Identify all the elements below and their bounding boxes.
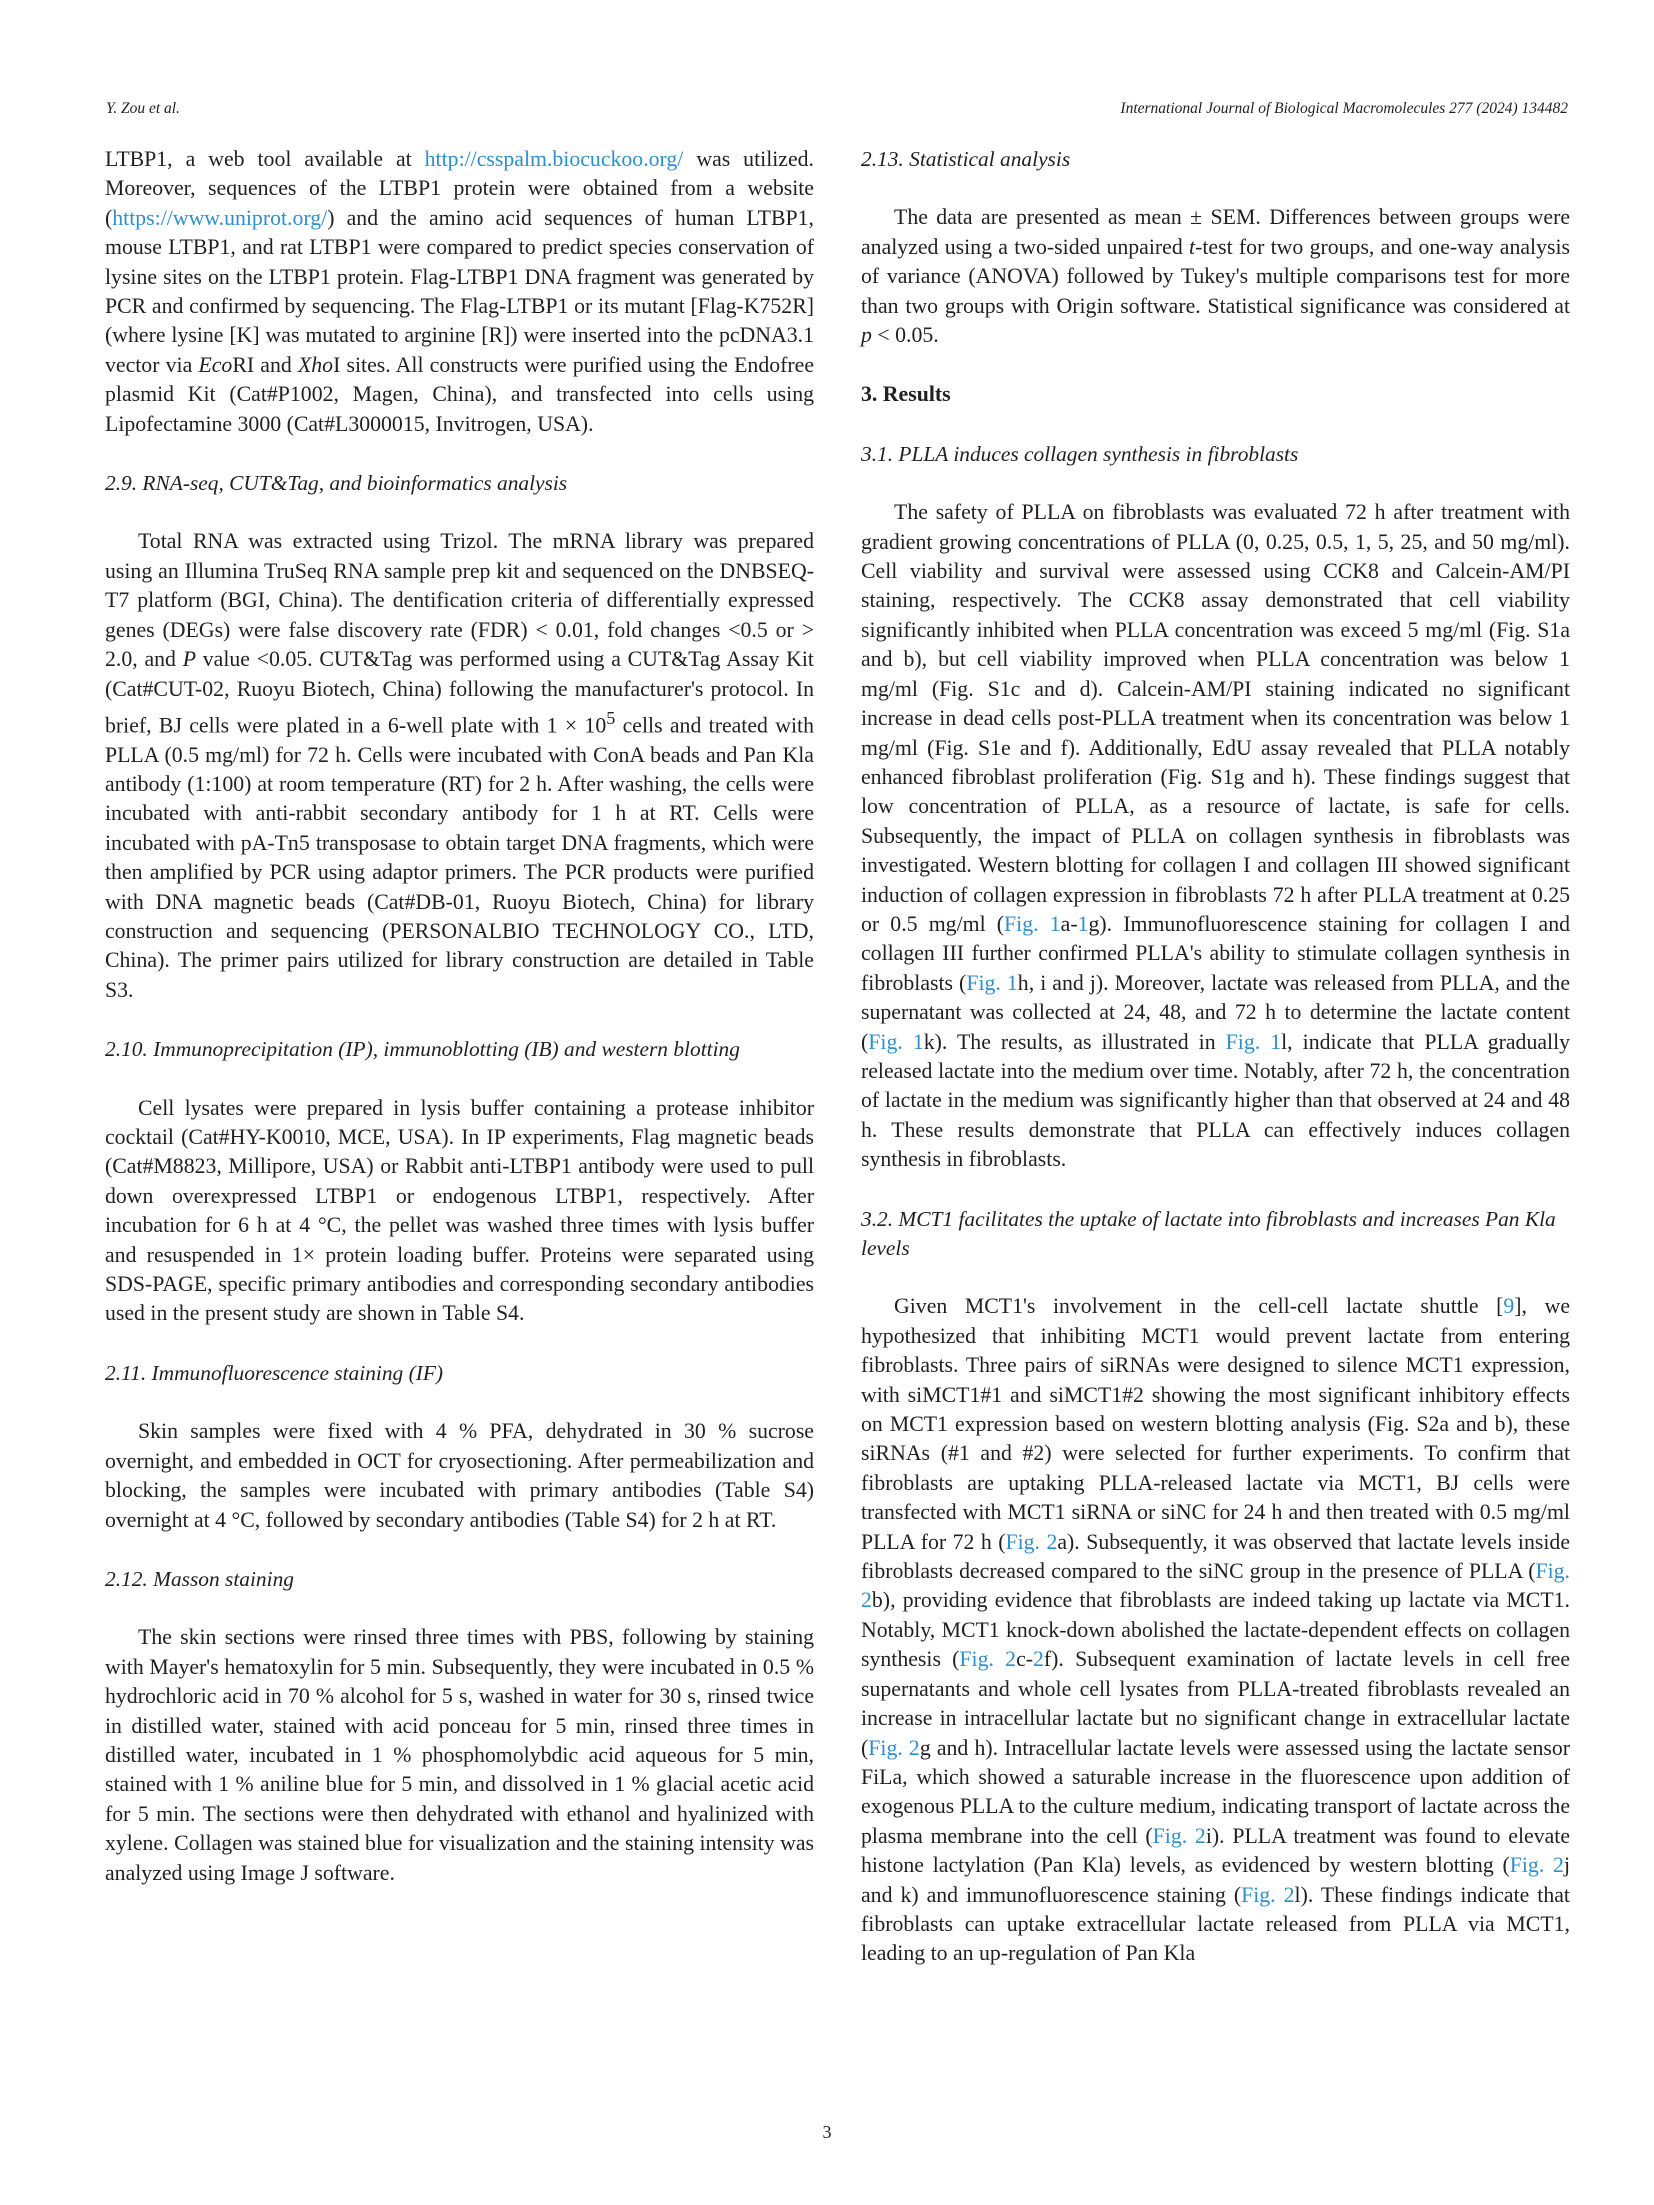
fig-ref[interactable]: 1	[1077, 911, 1089, 936]
right-column	[861, 145, 1570, 1969]
section-heading-2-12: 2.12. Masson staining	[105, 1566, 294, 1591]
section-text-2-9: Total RNA was extracted using Trizol. The mRNA library was prepared using an Illumina TruSeq RNA sample prep kit and sequenced on the DNBSEQ-T7 platform (BGI, China). The dentification criteria of differentially expressed genes (DEGs) were false discovery rate (FDR) < 0.01, fold changes <0.5 or > 2.0, and P value <0.05. CUT&Tag was performed using a CUT&Tag Assay Kit (Cat#CUT-02, Ruoyu Biotech, China) following the manufacturer's protocol. In brief, BJ cells were plated in a 6-well plate with $1 \times 10^5$ cells and treated with PLLA (0.5 mg/ml) for 72 h. Cells were incubated with ConA beads and Pan Kla antibody (1:100) at room temperature (RT) for 2 h. After washing, the cells were incubated with anti-rabbit secondary antibody for 1 h at RT. Cells were incubated with pA-Tn5 transposase to obtain target DNA fragments, which were then amplified by PCR using adaptor primers. The PCR products were purified with DNA magnetic beads (Cat#DB-01, Ruoyu Biotech, China) for library construction and sequencing (PERSONALBIO TECHNOLOGY CO., LTD, China). The primer pairs utilized for library construction are detailed in Table S3.	[105, 529, 814, 1002]
fig-ref[interactable]: Fig. 1	[966, 970, 1018, 995]
section-text-2-10: Cell lysates were prepared in lysis buffer containing a protease inhibitor cocktail (Cat#HY-K0010, MCE, USA). In IP experiments, Flag magnetic beads (Cat#M8823, Millipore, USA) or Rabbit anti-LTBP1 antibody were used to pull down overexpressed LTBP1 or endogenous LTBP1, respectively. After incubation for 6 h at 4 °C, the pellet was washed three times with lysis buffer and resuspended in 1× protein loading buffer. Proteins were separated using SDS-PAGE, specific primary antibodies and corresponding secondary antibodies used in the present study are shown in Table S4.	[105, 1095, 814, 1326]
section-text-2-13: The data are presented as mean ± SEM. Differences between groups were analyzed using a two-sided unpaired t-test for two groups, and one-way analysis of variance (ANOVA) followed by Tukey's multiple comparisons test for more than two groups with Origin software. Statistical significance was considered at p < 0.05.	[861, 205, 1570, 348]
section-text-3-2: Given MCT1's involvement in the cell-cell lactate shuttle [9], we hypothesized that inhibiting MCT1 would prevent lactate from entering fibroblasts. Three pairs of siRNAs were designed to silence MCT1 expression, with siMCT1#1 and siMCT1#2 showing the most significant inhibitory effects on MCT1 expression based on western blotting analysis (Fig. S2a and b), these siRNAs (#1 and #2) were selected for further experiments. To confirm that fibroblasts are uptaking PLLA-released lactate via MCT1, BJ cells were transfected with MCT1 siRNA or siNC for 24 h and then treated with 0.5 mg/ml PLLA for 72 h (Fig. 2a). Subsequently, it was observed that lactate levels inside fibroblasts decreased compared to the siNC group in the presence of PLLA (Fig. 2b), providing evidence that fibroblasts are indeed taking up lactate via MCT1. Notably, MCT1 knock-down abolished the lactate-dependent effects on collagen synthesis (Fig. 2c-2f). Subsequent examination of lactate levels in cell free supernatants and whole cell lysates from PLLA-treated fibroblasts revealed an increase in intracellular lactate but no significant change in extracellular lactate (Fig. 2g and h). Intracellular lactate levels were assessed using the lactate sensor FiLa, which showed a saturable increase in the fluorescence upon addition of exogenous PLLA to the culture medium, indicating transport of lactate across the plasma membrane into the cell (Fig. 2i). PLLA treatment was found to elevate histone lactylation (Pan Kla) levels, as evidenced by western blotting (Fig. 2j and k) and immunofluorescence staining (Fig. 2l). These findings indicate that fibroblasts can uptake extracellular lactate released from PLLA via MCT1, leading to an up-regulation of Pan Kla	[861, 1294, 1571, 1966]
section-text-2-11: Skin samples were fixed with 4 % PFA, dehydrated in 30 % sucrose overnight, and embedded in OCT for cryosectioning. After permeabilization and blocking, the samples were incubated with primary antibodies (Table S4) overnight at 4 °C, followed by secondary antibodies (Table S4) for 2 h at RT.	[105, 1419, 814, 1532]
fig-ref[interactable]: Fig. 2	[1509, 1853, 1564, 1878]
uniprot-link[interactable]: https://www.uniprot.org/	[112, 205, 328, 230]
section-text-2-12: The skin sections were rinsed three times with PBS, following by staining with Mayer's hematoxylin for 5 min. Subsequently, they were incubated in 0.5 % hydrochloric acid in 70 % alcohol for 5 s, washed in water for 30 s, rinsed twice in distilled water, stained with acid ponceau for 5 min, rinsed three times in distilled water, incubated in 1 % phosphomolybdic acid aqueous for 5 min, stained with 1 % aniline blue for 5 min, and dissolved in 1 % glacial acetic acid for 5 min. The sections were then dehydrated with ethanol and hyalinized with xylene. Collagen was stained blue for visualization and the staining intensity was analyzed using Image J software.	[105, 1625, 814, 1885]
section-heading-2-10: 2.10. Immunoprecipitation (IP), immunoblotting (IB) and western blotting	[105, 1037, 740, 1062]
fig-ref[interactable]: Fig. 1	[1225, 1029, 1282, 1054]
fig-ref[interactable]: Fig. 2	[1152, 1823, 1206, 1848]
fig-ref[interactable]: Fig. 1	[1004, 911, 1061, 936]
running-header-authors: Y. Zou et al.	[106, 100, 180, 117]
fig-ref[interactable]: Fig. 1	[868, 1029, 924, 1054]
fig-ref[interactable]: Fig. 2	[868, 1735, 920, 1760]
left-column	[105, 145, 814, 1888]
fig-ref[interactable]: Fig. 2	[1241, 1882, 1295, 1907]
section-heading-2-13: 2.13. Statistical analysis	[861, 147, 1071, 171]
fig-ref[interactable]: 2	[1033, 1647, 1044, 1672]
fig-ref[interactable]: Fig. 2	[1005, 1529, 1058, 1554]
fig-ref[interactable]: Fig. 2	[861, 1559, 1570, 1613]
section-heading-2-11: 2.11. Immunofluorescence staining (IF)	[105, 1360, 444, 1385]
section-heading-3: 3. Results	[861, 382, 951, 407]
paragraph-ltbp1-methods: LTBP1, a web tool available at http://csspalm.biocuckoo.org/ was utilized. Moreover, sequences of the LTBP1 protein were obtained from a website (https://www.uniprot.org/) and the amino acid sequences of human LTBP1, mouse LTBP1, and rat LTBP1 were compared to predict species conservation of lysine sites on the LTBP1 protein. Flag-LTBP1 DNA fragment was generated by PCR and confirmed by sequencing. The Flag-LTBP1 or its mutant [Flag-K752R] (where lysine [K] was mutated to arginine [R]) were inserted into the pcDNA3.1 vector via EcoRI and XhoI sites. All constructs were purified using the Endofree plasmid Kit (Cat#P1002, Magen, China), and transfected into cells using Lipofectamine 3000 (Cat#L3000015, Invitrogen, USA).	[105, 147, 814, 436]
csspalm-link[interactable]: http://csspalm.biocuckoo.org/	[424, 147, 684, 171]
running-header-journal: International Journal of Biological Macromolecules 277 (2024) 134482	[1120, 100, 1568, 117]
section-heading-3-2: 3.2. MCT1 facilitates the uptake of lactate into fibroblasts and increases Pan Kla levels	[861, 1206, 1556, 1260]
citation-ref[interactable]: 9	[1503, 1294, 1515, 1319]
fig-ref[interactable]: Fig. 2	[959, 1647, 1017, 1672]
page-number: 3	[822, 2122, 832, 2142]
section-heading-2-9: 2.9. RNA-seq, CUT&Tag, and bioinformatics analysis	[105, 471, 568, 496]
section-heading-3-1: 3.1. PLLA induces collagen synthesis in fibroblasts	[861, 441, 1299, 466]
section-text-3-1: The safety of PLLA on fibroblasts was evaluated 72 h after treatment with gradient growing concentrations of PLLA (0, 0.25, 0.5, 1, 5, 25, and 50 mg/ml). Cell viability and survival were assessed using CCK8 and Calcein-AM/PI staining, respectively. The CCK8 assay demonstrated that cell viability significantly inhibited when PLLA concentration was exceed 5 mg/ml (Fig. S1a and b), but cell viability improved when PLLA concentration was below 1 mg/ml (Fig. S1c and d). Calcein-AM/PI staining indicated no significant increase in dead cells post-PLLA treatment when its concentration was below 1 mg/ml (Fig. S1e and f). Additionally, EdU assay revealed that PLLA notably enhanced fibroblast proliferation (Fig. S1g and h). These findings suggest that low concentration of PLLA, as a resource of lactate, is safe for cells. Subsequently, the impact of PLLA on collagen synthesis in fibroblasts was investigated. Western blotting for collagen I and collagen III showed significant induction of collagen expression in fibroblasts 72 h after PLLA treatment at 0.25 or 0.5 mg/ml (Fig. 1a-1g). Immunofluorescence staining for collagen I and collagen III further confirmed PLLA's ability to stimulate collagen synthesis in fibroblasts (Fig. 1h, i and j). Moreover, lactate was released from PLLA, and the supernatant was collected at 24, 48, and 72 h to determine the lactate content (Fig. 1k). The results, as illustrated in Fig. 1l, indicate that PLLA gradually released lactate into the medium over time. Notably, after 72 h, the concentration of lactate in the medium was significantly higher than that observed at 24 and 48 h. These results demonstrate that PLLA can effectively induces collagen synthesis in fibroblasts.	[861, 500, 1571, 1172]
